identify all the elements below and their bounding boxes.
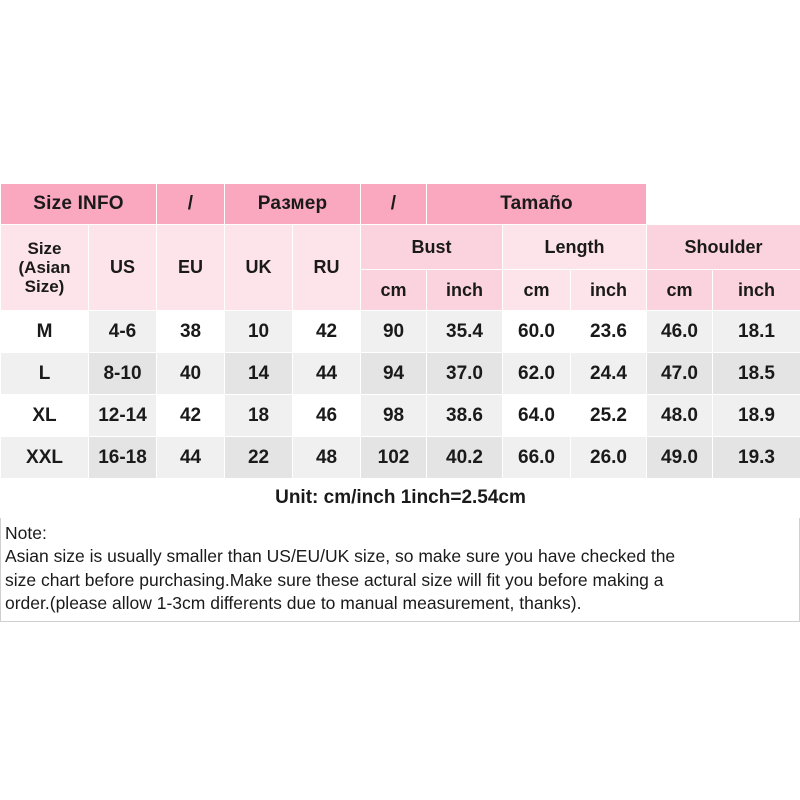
cell-length-inch: 26.0 [571,437,647,479]
header-length-inch: inch [571,270,647,311]
cell-length-inch: 23.6 [571,311,647,353]
title-blank-cell [647,184,800,225]
note-label: Note: [5,523,47,543]
title-part-size-info: Size INFO [1,184,157,225]
cell-eu: 40 [157,353,225,395]
cell-length-cm: 62.0 [503,353,571,395]
table-row [1,353,800,395]
header-ru: RU [293,225,361,311]
cell-shoulder-inch: 19.3 [713,437,800,479]
cell-ru: 42 [293,311,361,353]
cell-shoulder-inch: 18.9 [713,395,800,437]
cell-size: M [1,311,89,353]
cell-bust-inch: 37.0 [427,353,503,395]
note-block [0,518,800,622]
cell-uk: 18 [225,395,293,437]
cell-ru: 44 [293,353,361,395]
title-separator-2: / [361,184,427,225]
cell-shoulder-cm: 48.0 [647,395,713,437]
cell-length-cm: 60.0 [503,311,571,353]
unit-note: Unit: cm/inch 1inch=2.54cm [1,479,800,518]
cell-length-cm: 64.0 [503,395,571,437]
cell-eu: 44 [157,437,225,479]
header-us: US [89,225,157,311]
cell-shoulder-cm: 46.0 [647,311,713,353]
cell-us: 4-6 [89,311,157,353]
cell-shoulder-cm: 49.0 [647,437,713,479]
cell-ru: 48 [293,437,361,479]
cell-bust-inch: 40.2 [427,437,503,479]
cell-us: 16-18 [89,437,157,479]
cell-length-inch: 24.4 [571,353,647,395]
title-part-tamano: Tamaño [427,184,647,225]
table-row [1,437,800,479]
cell-us: 12-14 [89,395,157,437]
header-bust-cm: cm [361,270,427,311]
header-length: Length [503,225,647,270]
note-line-1: Asian size is usually smaller than US/EU/UK size, so make sure you have checked the [5,546,676,567]
table-row [1,311,800,353]
header-uk: UK [225,225,293,311]
cell-bust-cm: 102 [361,437,427,479]
cell-bust-cm: 94 [361,353,427,395]
size-chart-container [0,183,800,518]
cell-ru: 46 [293,395,361,437]
cell-uk: 22 [225,437,293,479]
table-row [1,395,800,437]
cell-bust-inch: 35.4 [427,311,503,353]
cell-bust-cm: 90 [361,311,427,353]
cell-shoulder-inch: 18.5 [713,353,800,395]
cell-eu: 38 [157,311,225,353]
header-size-asian: Size (Asian Size) [1,225,89,311]
size-info-table [0,183,800,518]
header-shoulder-inch: inch [713,270,800,311]
cell-size: XL [1,395,89,437]
cell-length-inch: 25.2 [571,395,647,437]
title-separator-1: / [157,184,225,225]
cell-uk: 10 [225,311,293,353]
cell-shoulder-inch: 18.1 [713,311,800,353]
cell-length-cm: 66.0 [503,437,571,479]
title-part-razmer: Размер [225,184,361,225]
cell-us: 8-10 [89,353,157,395]
header-bust: Bust [361,225,503,270]
cell-bust-inch: 38.6 [427,395,503,437]
note-line-2: size chart before purchasing.Make sure these actural size will fit you before making a [5,569,664,590]
header-bust-inch: inch [427,270,503,311]
header-shoulder-cm: cm [647,270,713,311]
unit-note-row [1,479,800,518]
table-title-row [1,184,800,225]
cell-bust-cm: 98 [361,395,427,437]
cell-size: XXL [1,437,89,479]
cell-eu: 42 [157,395,225,437]
cell-uk: 14 [225,353,293,395]
cell-size: L [1,353,89,395]
header-length-cm: cm [503,270,571,311]
note-line-3: order.(please allow 1-3cm differents due to manual measurement, thanks). [5,592,582,613]
header-eu: EU [157,225,225,311]
cell-shoulder-cm: 47.0 [647,353,713,395]
header-shoulder: Shoulder [647,225,800,270]
header-row-groups [1,225,800,270]
